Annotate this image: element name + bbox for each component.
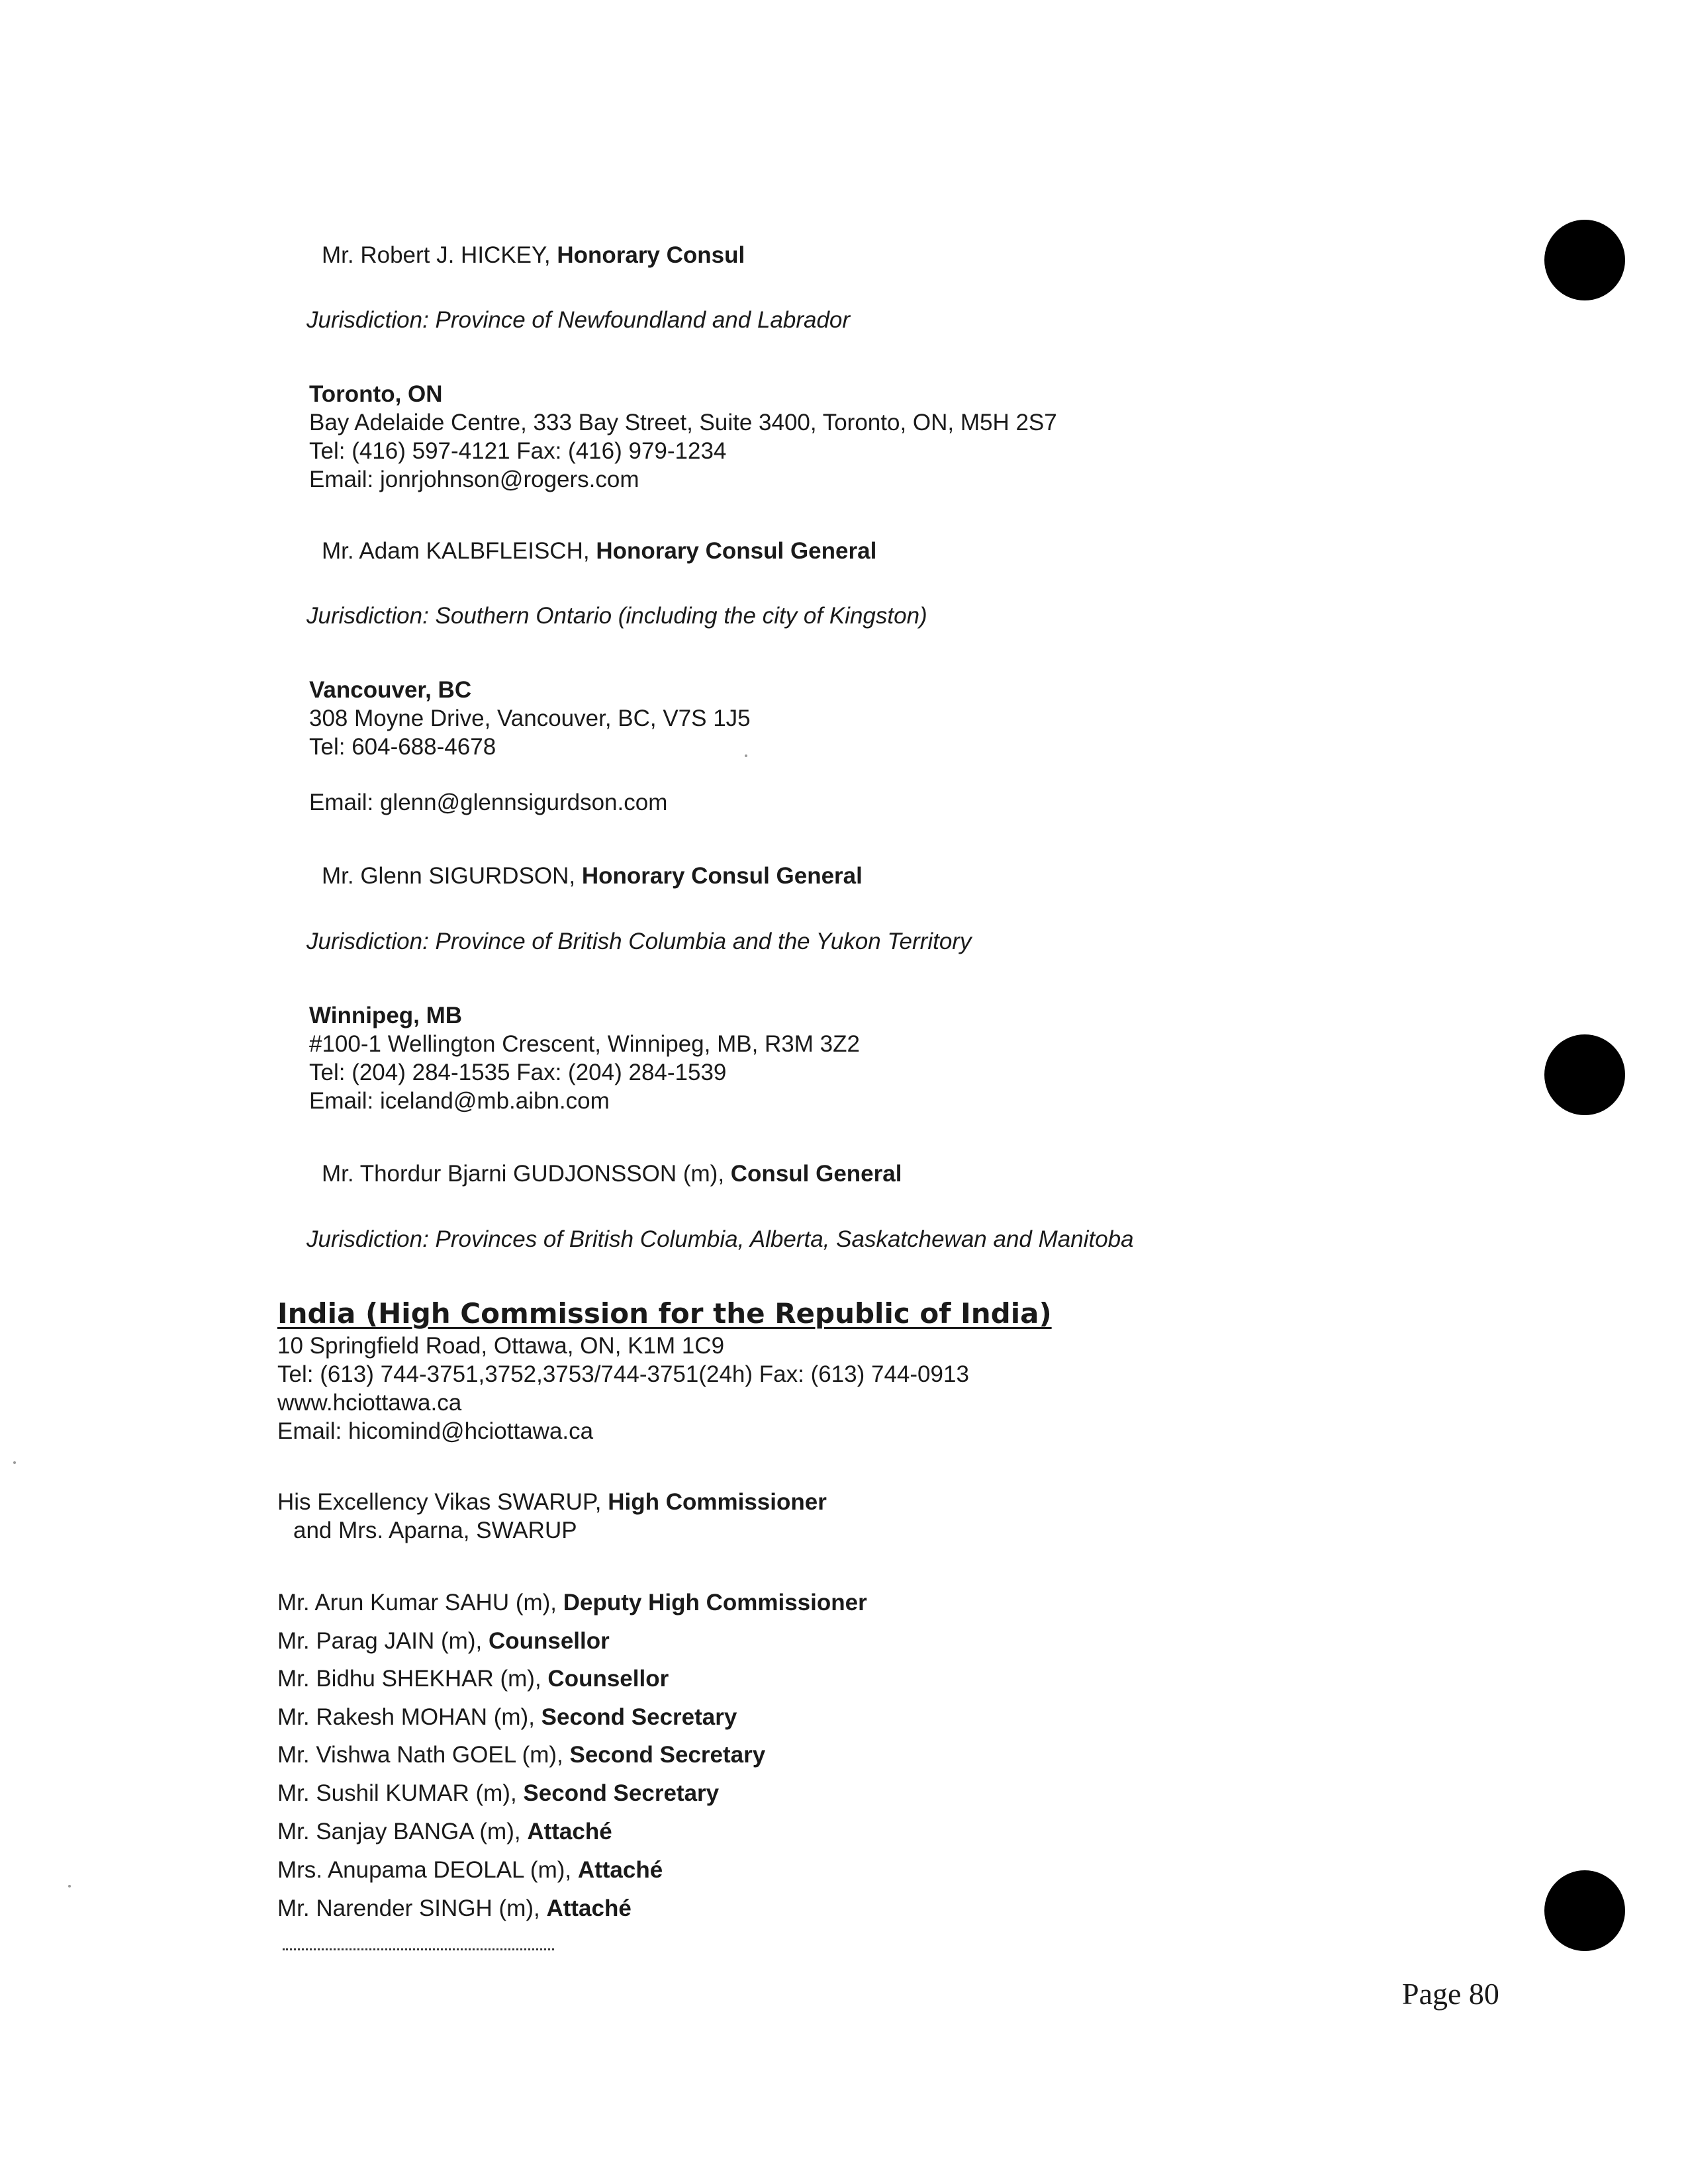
staff-row <box>277 1856 663 1884</box>
toronto-address: Bay Adelaide Centre, 333 Bay Street, Suite 3400, Toronto, ON, M5H 2S7 <box>309 410 1057 435</box>
vancouver-address: 308 Moyne Drive, Vancouver, BC, V7S 1J5 <box>309 705 751 731</box>
person-title: Honorary Consul General <box>581 863 863 889</box>
toronto-city: Toronto, ON <box>309 381 443 407</box>
scan-speck <box>13 1461 16 1464</box>
person-name: Mr. Thordur Bjarni GUDJONSSON (m), <box>322 1161 731 1187</box>
winnipeg-city: Winnipeg, MB <box>309 1003 463 1028</box>
staff-name: Mrs. Anupama DEOLAL (m), <box>277 1857 578 1883</box>
staff-row <box>277 1817 612 1846</box>
punch-hole-top <box>1544 220 1625 300</box>
person-name: Mr. Glenn SIGURDSON, <box>322 863 582 889</box>
toronto-email: Email: jonrjohnson@rogers.com <box>309 467 639 492</box>
staff-row <box>277 1588 867 1617</box>
staff-name: Mr. Bidhu SHEKHAR (m), <box>277 1666 548 1692</box>
staff-title: Deputy High Commissioner <box>563 1590 867 1615</box>
staff-row <box>277 1703 737 1731</box>
staff-title: Second Secretary <box>523 1780 720 1806</box>
vancouver-person-line <box>322 862 863 890</box>
india-email: Email: hicomind@hciottawa.ca <box>277 1418 594 1444</box>
person-name: Mr. Robert J. HICKEY, <box>322 242 557 268</box>
staff-title: Attaché <box>577 1857 663 1883</box>
staff-name: Mr. Sushil KUMAR (m), <box>277 1780 524 1806</box>
person-title: High Commissioner <box>608 1489 827 1515</box>
staff-row <box>277 1627 610 1655</box>
vancouver-city: Vancouver, BC <box>309 677 472 703</box>
dotted-separator <box>283 1948 554 1950</box>
high-commissioner-line <box>277 1488 827 1516</box>
staff-name: Mr. Narender SINGH (m), <box>277 1895 547 1921</box>
india-tel: Tel: (613) 744-3751,3752,3753/744-3751(24h) Fax: (613) 744-0913 <box>277 1361 969 1387</box>
staff-row <box>277 1741 765 1769</box>
india-address: 10 Springfield Road, Ottawa, ON, K1M 1C9 <box>277 1333 725 1359</box>
staff-name: Mr. Vishwa Nath GOEL (m), <box>277 1742 570 1768</box>
staff-row <box>277 1779 719 1807</box>
staff-row <box>277 1664 669 1693</box>
winnipeg-email: Email: iceland@mb.aibn.com <box>309 1088 610 1114</box>
staff-row <box>277 1894 632 1923</box>
staff-name: Mr. Sanjay BANGA (m), <box>277 1819 528 1844</box>
winnipeg-address: #100-1 Wellington Crescent, Winnipeg, MB, R3M 3Z2 <box>309 1031 860 1057</box>
staff-title: Second Secretary <box>569 1742 766 1768</box>
india-web: www.hciottawa.ca <box>277 1390 462 1416</box>
india-heading: India (High Commission for the Republic of India) <box>277 1297 1052 1330</box>
winnipeg-jurisdiction: Jurisdiction: Provinces of British Columbia, Alberta, Saskatchewan and Manitoba <box>306 1226 1134 1252</box>
toronto-jurisdiction: Jurisdiction: Southern Ontario (including the city of Kingston) <box>306 603 927 629</box>
staff-name: Mr. Parag JAIN (m), <box>277 1628 489 1654</box>
vancouver-tel: Tel: 604-688-4678 <box>309 734 496 760</box>
vancouver-jurisdiction: Jurisdiction: Province of British Columbia and the Yukon Territory <box>306 929 972 954</box>
staff-title: Counsellor <box>488 1628 610 1654</box>
toronto-person-line <box>322 537 876 565</box>
staff-name: Mr. Arun Kumar SAHU (m), <box>277 1590 563 1615</box>
staff-title: Second Secretary <box>541 1704 737 1730</box>
spouse-line: and Mrs. Aparna, SWARUP <box>293 1518 577 1543</box>
hickey-person-line <box>322 241 745 269</box>
vancouver-email: Email: glenn@glennsigurdson.com <box>309 790 668 815</box>
staff-title: Counsellor <box>547 1666 669 1692</box>
person-title: Consul General <box>730 1161 902 1187</box>
toronto-tel: Tel: (416) 597-4121 Fax: (416) 979-1234 <box>309 438 727 464</box>
punch-hole-bottom <box>1544 1870 1625 1951</box>
staff-title: Attaché <box>527 1819 612 1844</box>
page-number: Page 80 <box>1402 1977 1499 2011</box>
person-name: His Excellency Vikas SWARUP, <box>277 1489 608 1515</box>
staff-name: Mr. Rakesh MOHAN (m), <box>277 1704 541 1730</box>
hickey-jurisdiction: Jurisdiction: Province of Newfoundland and Labrador <box>306 307 851 333</box>
scan-speck <box>745 754 747 757</box>
staff-title: Attaché <box>546 1895 632 1921</box>
person-title: Honorary Consul General <box>596 538 877 564</box>
winnipeg-tel: Tel: (204) 284-1535 Fax: (204) 284-1539 <box>309 1060 727 1085</box>
punch-hole-middle <box>1544 1034 1625 1115</box>
person-name: Mr. Adam KALBFLEISCH, <box>322 538 596 564</box>
person-title: Honorary Consul <box>557 242 745 268</box>
winnipeg-person-line <box>322 1160 902 1188</box>
scan-speck <box>68 1885 71 1888</box>
